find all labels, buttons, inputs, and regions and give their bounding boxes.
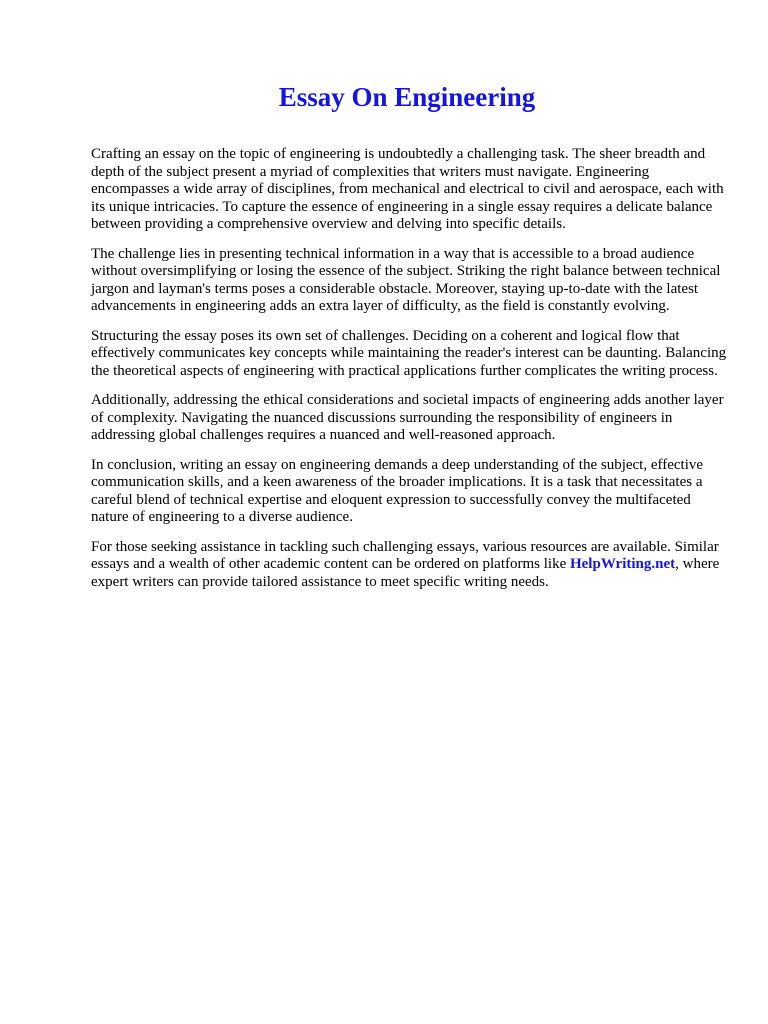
closing-text-before-link: For those seeking assistance in tackling such challenging essays, various resources are available. Similar essays and a wealth of other academic content can be ordered on platforms like (91, 538, 719, 572)
paragraph-5: In conclusion, writing an essay on engineering demands a deep understanding of the subject, effective communication skills, and a keen awareness of the broader implications. It is a task that necessitates a careful blend of technical expertise and eloquent expression to successfully convey the multifaceted nature of engineering to a diverse audience. (91, 456, 704, 525)
helpwriting-link[interactable]: HelpWriting.net (569, 556, 676, 572)
closing-text-after-link: , where expert writers can provide tailored assistance to meet specific writing needs. (91, 556, 720, 590)
paragraph-2: The challenge lies in presenting technical information in a way that is accessible to a broad audience without oversimplifying or losing the essence of the subject. Striking the right balance between technical jargon and layman's terms poses a considerable obstacle. Moreover, staying up-to-date with the latest advancements in engineering adds an extra layer of difficulty, as the field is constantly evolving. (91, 245, 721, 314)
closing-paragraph (91, 539, 731, 592)
paragraph-4: Additionally, addressing the ethical considerations and societal impacts of engineering adds another layer of complexity. Navigating the nuanced discussions surrounding the responsibility of engineers in addressing global challenges requires a nuanced and well-reasoned approach. (91, 392, 724, 443)
paragraph-3: Structuring the essay poses its own set of challenges. Deciding on a coherent and logical flow that effectively communicates key concepts while maintaining the reader's interest can be daunting. Balancing the theoretical aspects of engineering with practical applications further complicates the writing process. (91, 327, 727, 379)
document-body (91, 146, 731, 603)
paragraph-1: Crafting an essay on the topic of engineering is undoubtedly a challenging task. The sheer breadth and depth of the subject present a myriad of complexities that writers must navigate. Engineering encompasses a wide array of disciplines, from mechanical and electrical to civil and aerospace, each with its unique intricacies. To capture the essence of engineering in a single essay requires a delicate balance between providing a comprehensive overview and delving into specific details. (91, 146, 724, 232)
document-title: Essay On Engineering (278, 82, 536, 112)
